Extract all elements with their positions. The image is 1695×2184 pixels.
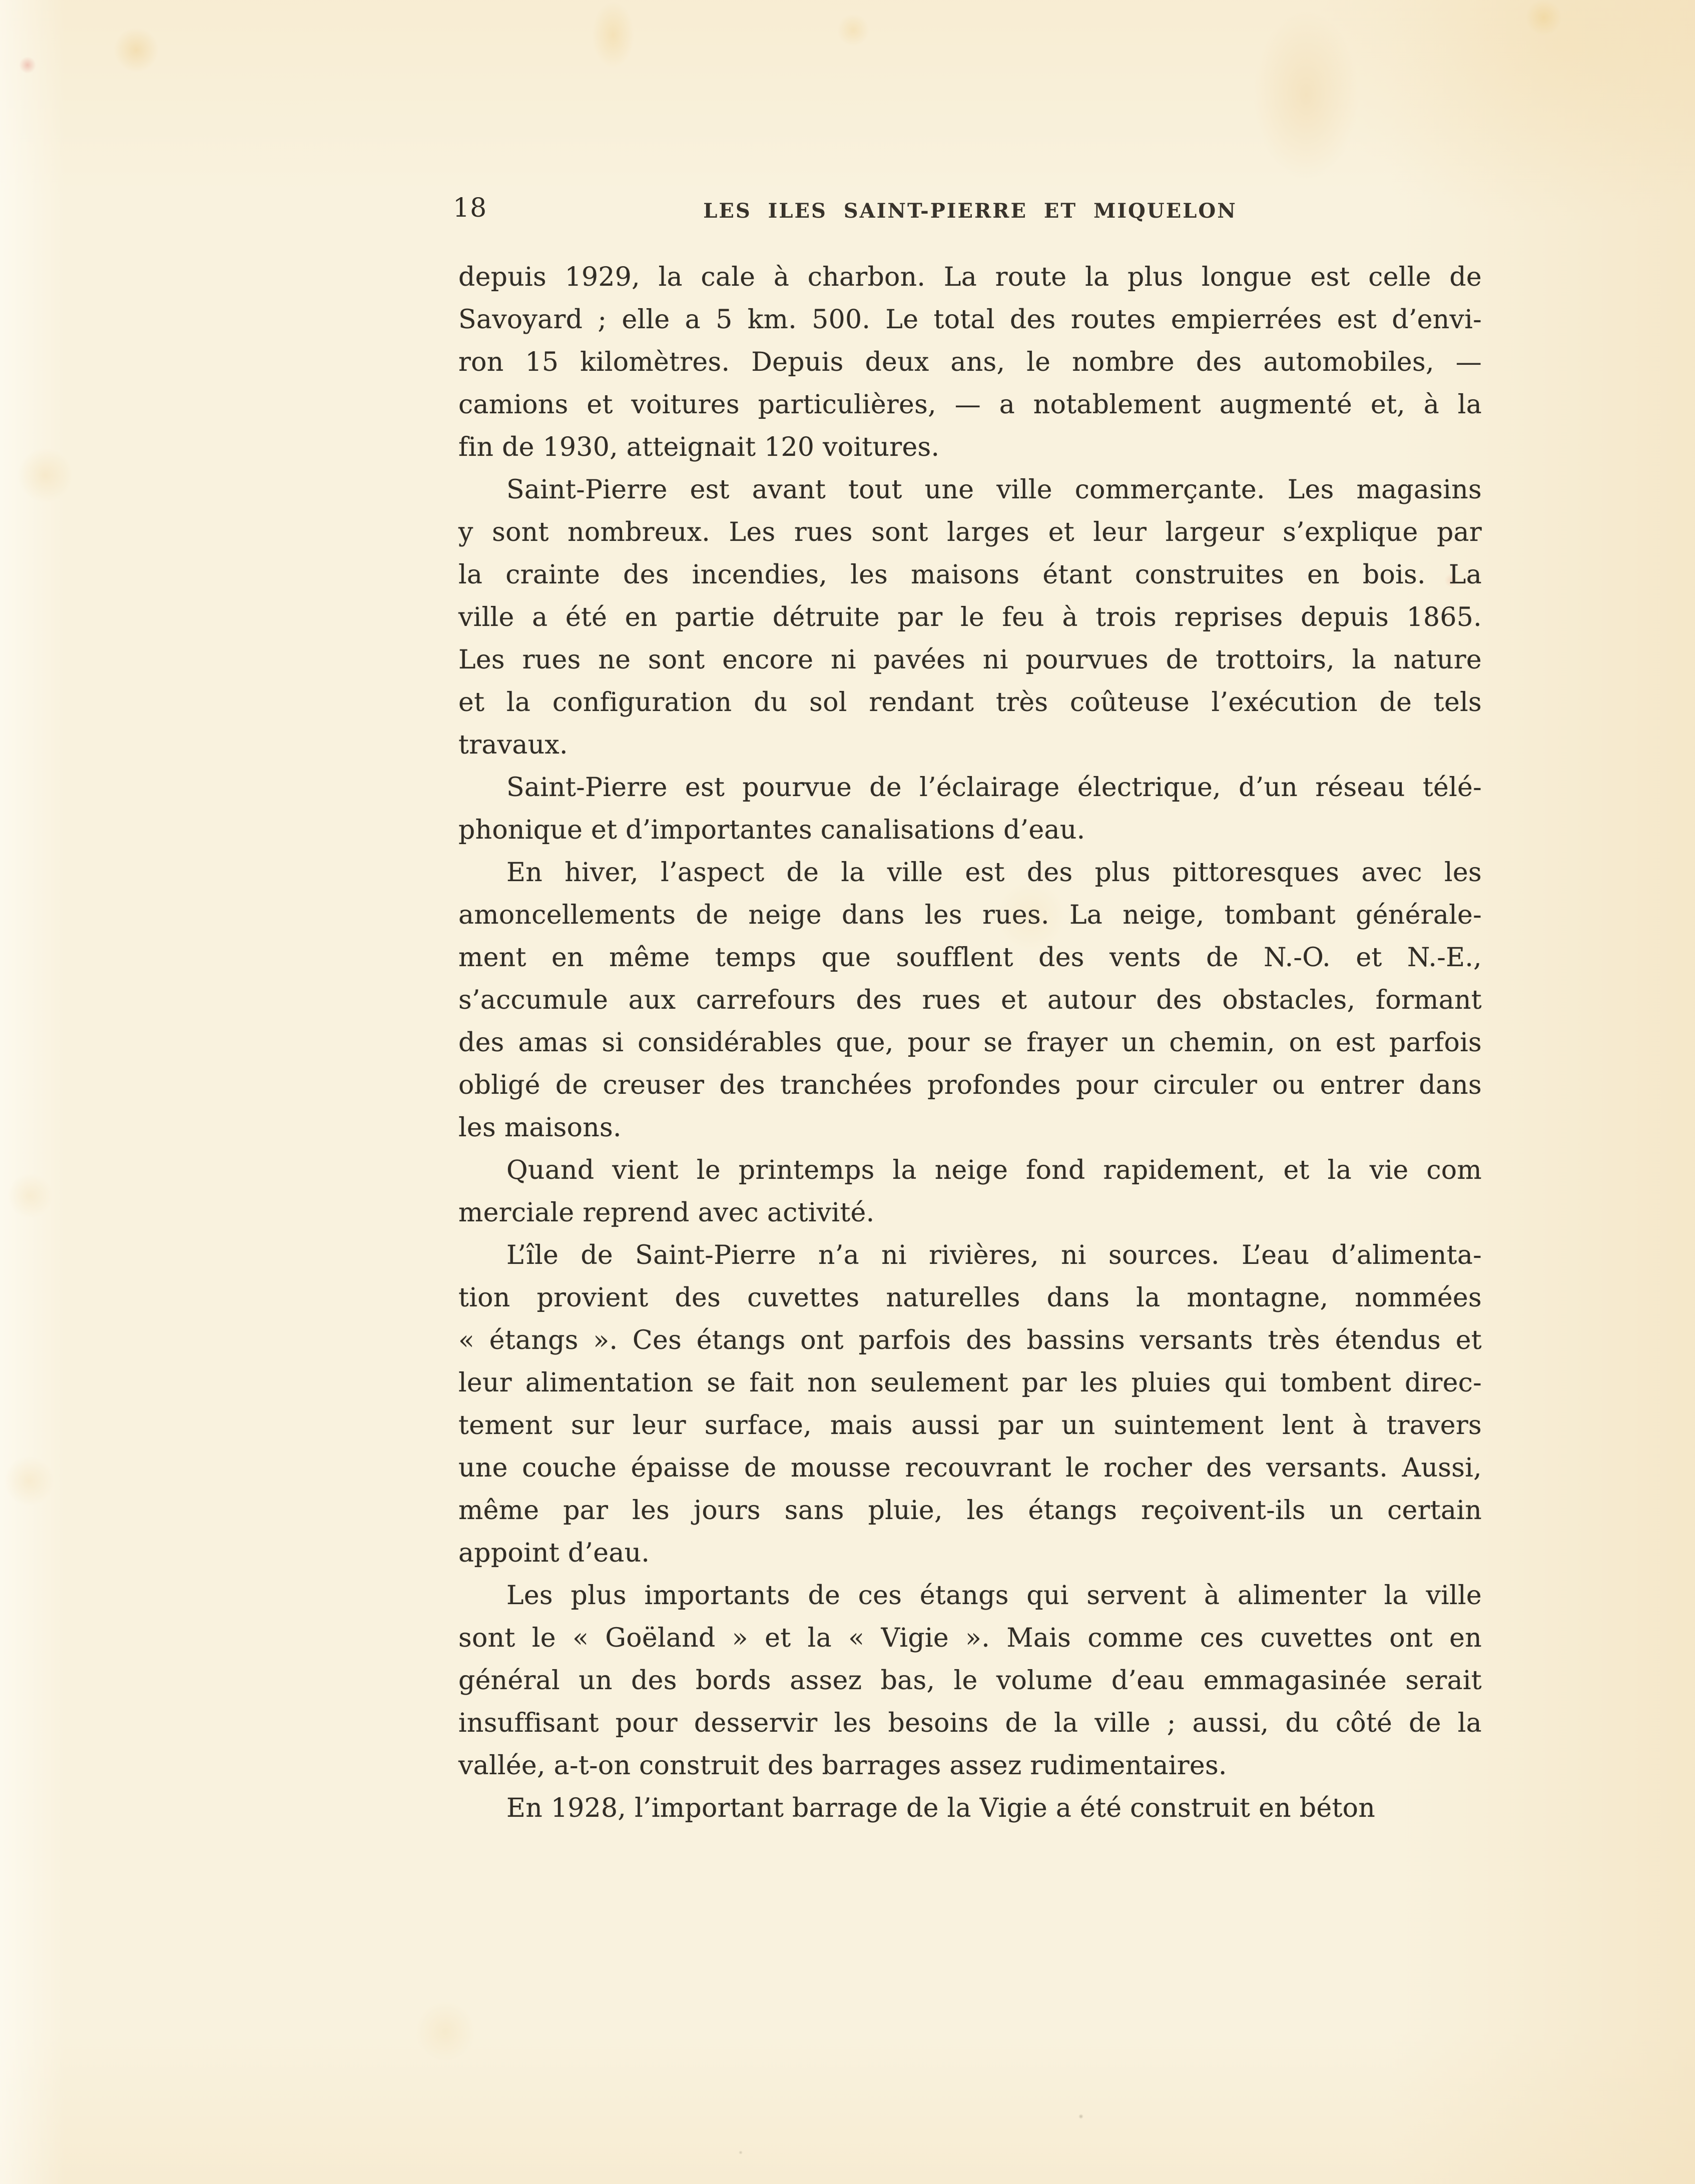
text-line: tement sur leur surface, mais aussi par un suintement lent à travers [458, 1410, 1482, 1440]
text-line: amoncellements de neige dans les rues. La neige, tombant générale- [458, 900, 1482, 930]
text-line: des amas si considérables que, pour se frayer un chemin, on est parfois [458, 1028, 1482, 1058]
text-line: ville a été en partie détruite par le feu à trois reprises depuis 1865. [458, 602, 1482, 632]
text-line: Saint-Pierre est avant tout une ville commerçante. Les magasins [506, 475, 1482, 505]
text-line: même par les jours sans pluie, les étangs reçoivent-ils un certain [458, 1496, 1482, 1526]
text-line: camions et voitures particulières, — a notablement augmenté et, à la [458, 390, 1482, 420]
text-line: « étangs ». Ces étangs ont parfois des bassins versants très étendus et [458, 1325, 1482, 1355]
text-line: une couche épaisse de mousse recouvrant le rocher des versants. Aussi, [458, 1453, 1482, 1483]
text-line: En hiver, l’aspect de la ville est des plus pittoresques avec les [506, 858, 1482, 888]
text-line: général un des bords assez bas, le volume d’eau emmagasinée serait [458, 1666, 1482, 1696]
text-line: insuffisant pour desservir les besoins de la ville ; aussi, du côté de la [458, 1708, 1482, 1738]
text-line: merciale reprend avec activité. [458, 1198, 875, 1228]
text-line: Les plus importants de ces étangs qui servent à alimenter la ville [506, 1581, 1482, 1611]
text-line: sont le « Goëland » et la « Vigie ». Mais comme ces cuvettes ont en [458, 1623, 1482, 1653]
text-line: les maisons. [458, 1113, 622, 1143]
text-line: y sont nombreux. Les rues sont larges et leur largeur s’explique par [458, 517, 1482, 547]
running-title: LES ILES SAINT-PIERRE ET MIQUELON [703, 199, 1237, 223]
text-line: vallée, a-t-on construit des barrages assez rudimentaires. [458, 1751, 1227, 1781]
text-line: Les rues ne sont encore ni pavées ni pourvues de trottoirs, la nature [458, 645, 1482, 675]
text-line: et la configuration du sol rendant très coûteuse l’exécution de tels [458, 687, 1482, 717]
text-line: tion provient des cuvettes naturelles dans la montagne, nommées [458, 1283, 1482, 1313]
text-line: L’île de Saint-Pierre n’a ni rivières, ni sources. L’eau d’alimenta- [506, 1240, 1482, 1270]
text-line: Quand vient le printemps la neige fond rapidement, et la vie com [506, 1155, 1482, 1185]
body-text [458, 256, 1482, 1830]
text-line: fin de 1930, atteignait 120 voitures. [458, 432, 940, 462]
text-line: depuis 1929, la cale à charbon. La route la plus longue est celle de [458, 262, 1482, 292]
text-line: En 1928, l’important barrage de la Vigie a été construit en béton [506, 1793, 1376, 1823]
text-line: ment en même temps que soufflent des vents de N.-O. et N.-E., [458, 943, 1482, 973]
text-line: leur alimentation se fait non seulement par les pluies qui tombent direc- [458, 1368, 1482, 1398]
text-line: obligé de creuser des tranchées profondes pour circuler ou entrer dans [458, 1070, 1482, 1100]
text-line: appoint d’eau. [458, 1538, 650, 1568]
page-number: 18 [453, 193, 487, 223]
text-line: travaux. [458, 730, 568, 760]
text-line: s’accumule aux carrefours des rues et autour des obstacles, formant [458, 985, 1482, 1015]
text-line: Saint-Pierre est pourvue de l’éclairage électrique, d’un réseau télé- [506, 773, 1482, 803]
text-line: Savoyard ; elle a 5 km. 500. Le total des routes empierrées est d’envi- [458, 305, 1482, 335]
text-line: phonique et d’importantes canalisations d’eau. [458, 815, 1085, 845]
text-line: ron 15 kilomètres. Depuis deux ans, le nombre des automobiles, — [458, 347, 1482, 377]
text-line: la crainte des incendies, les maisons étant construites en bois. La [458, 560, 1482, 590]
